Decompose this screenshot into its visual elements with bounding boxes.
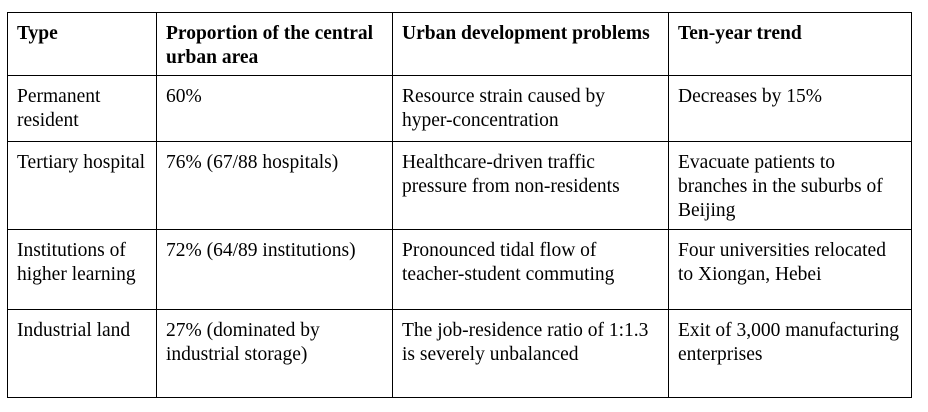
cell-problems: Healthcare-driven traffic pressure from non-residents bbox=[393, 142, 669, 230]
cell-proportion: 60% bbox=[157, 76, 393, 142]
cell-trend: Evacuate patients to branches in the suburbs of Beijing bbox=[669, 142, 912, 230]
cell-proportion: 72% (64/89 institutions) bbox=[157, 230, 393, 310]
cell-type: Institutions of higher learning bbox=[8, 230, 157, 310]
cell-type: Permanent resident bbox=[8, 76, 157, 142]
cell-problems: Resource strain caused by hyper-concentration bbox=[393, 76, 669, 142]
cell-problems: Pronounced tidal flow of teacher-student commuting bbox=[393, 230, 669, 310]
urban-functions-table bbox=[7, 12, 912, 398]
cell-trend: Four universities relocated to Xiongan, Hebei bbox=[669, 230, 912, 310]
header-problems: Urban development problems bbox=[393, 13, 669, 76]
table-row bbox=[8, 76, 912, 142]
header-trend: Ten-year trend bbox=[669, 13, 912, 76]
cell-proportion: 27% (dominated by industrial storage) bbox=[157, 310, 393, 398]
cell-trend: Exit of 3,000 manufacturing enterprises bbox=[669, 310, 912, 398]
table-row bbox=[8, 230, 912, 310]
cell-proportion: 76% (67/88 hospitals) bbox=[157, 142, 393, 230]
table-header-row bbox=[8, 13, 912, 76]
header-type: Type bbox=[8, 13, 157, 76]
table-row bbox=[8, 310, 912, 398]
cell-type: Tertiary hospital bbox=[8, 142, 157, 230]
header-proportion: Proportion of the central urban area bbox=[157, 13, 393, 76]
cell-type: Industrial land bbox=[8, 310, 157, 398]
cell-problems: The job-residence ratio of 1:1.3 is severely unbalanced bbox=[393, 310, 669, 398]
cell-trend: Decreases by 15% bbox=[669, 76, 912, 142]
table-row bbox=[8, 142, 912, 230]
